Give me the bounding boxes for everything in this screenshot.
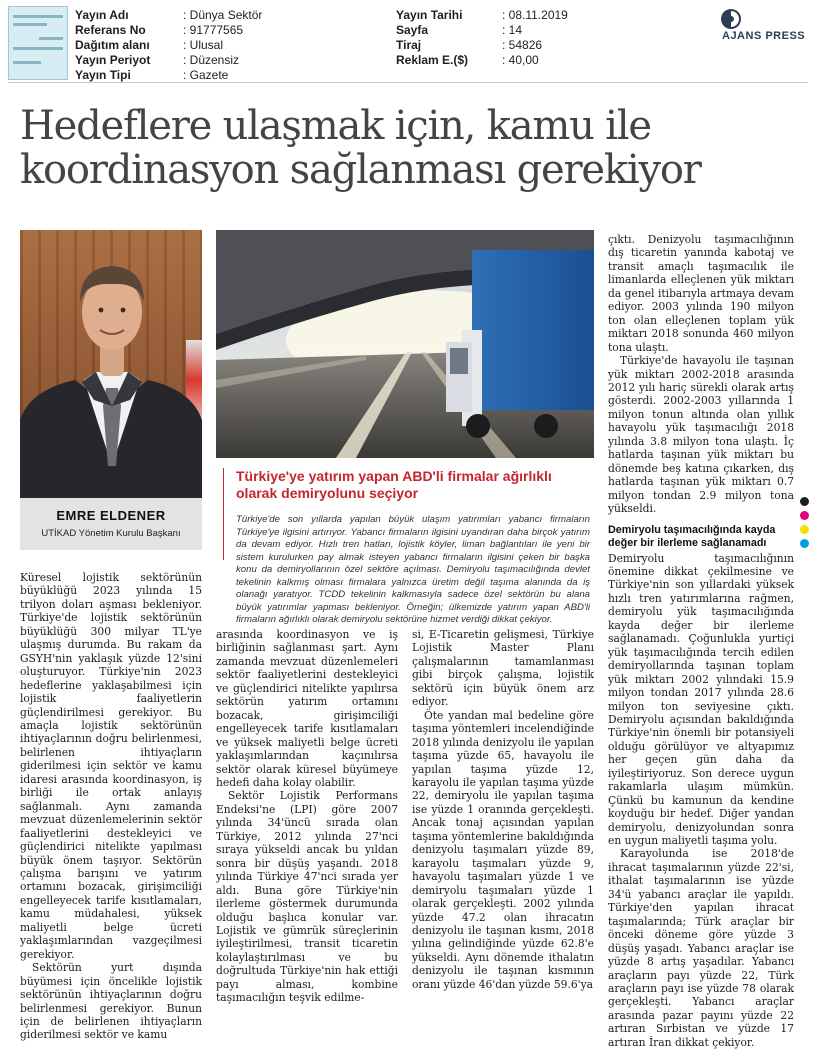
meta-value: : Gazete	[183, 68, 229, 82]
registration-dot	[800, 539, 809, 548]
author-photo	[20, 230, 202, 498]
article-subhead: Türkiye'ye yatırım yapan ABD'li firmalar ağırlıklı olarak demiryolunu seçiyor	[236, 468, 552, 501]
registration-marks	[800, 497, 810, 553]
ajans-press-logo-icon	[720, 8, 742, 30]
body-paragraph: Türkiye'de havayolu ile taşınan yük miktarı 2002-2018 arasında 2012 yılı hariç sürekli olarak artış gösterdi. 2002-2003 yıllarında 1 milyon tonun altında olan yıllık havayolu yük taşımacılığı 2018 yılında 3.8 milyon tona ulaştı. İç hatlarda taşınan yük miktarı bu dönemde beş katına çıkarken, dış hatlarda taşınan yük miktarı 0.7 milyon tondan 2.9 milyon tona yükseldi.	[608, 354, 794, 516]
article-headline: Hedeflere ulaşmak için, kamu ile koordinasyon sağlanması gerekiyor	[20, 103, 701, 193]
meta-label: Yayın Tarihi	[396, 8, 463, 22]
highway-truck-photo	[216, 230, 594, 458]
author-title: UTİKAD Yönetim Kurulu Başkanı	[41, 528, 181, 539]
article-summary: Türkiye'de son yıllarda yapılan büyük ulaşım yatırımları yabancı firmaların Türkiye'ye ilgisini artırıyor. Yabancı firmaların ilgisini uyandıran daha birçok yatırım da devam ediyor. Hızlı tren hatları, lojistik köyler, liman bağlantıları ile yeni bir sistem kurulurken pay almak isteyen yabancı firmaların ilgisini çeken bir başka konu da demiryollarının özel sektöre açılması. Demiryolu taşımacılığında devlet tekelinin kalkmış olması firmalara yalnızca üretim değil taşıma alanında da iş olanağı yaratıyor. TCDD tekelinin kalkmasıyla sadece özel sektörün bu alana büyük yatırımlar yapması bekleniyor. Örneğin; ülkemizde yatırım yapan ABD'li firmaların ağırlıklı olarak demiryolu sektörüne hizmet verdiği dikkat çekiyor.	[236, 514, 590, 625]
meta-label: Yayın Adı	[75, 8, 129, 22]
body-paragraph: Sektör Lojistik Performans Endeksi'ne (LPI) göre 2007 yılında 34'üncü sırada olan Türkiye, 2012 yılında 27'nci sıraya yükseldi ancak bu yıldan sonra bir düşüş yaşandı. 2018 yılında Türkiye 47'nci sırada yer aldı. Buna göre Türkiye'nin ilerleme göstermek durumunda olduğu başlıca konular var. Lojistik ve gümrük süreçlerinin iyileştirilmesi, transit ticaretin kolaylaştırılması ve bu doğrultuda Türkiye'nin hak ettiği payı alması, kombine taşımacılığın teşvik edilme-	[216, 789, 398, 1005]
meta-value: : 40,00	[502, 53, 539, 67]
meta-value: : 91777565	[183, 23, 244, 37]
page-thumbnail-icon	[8, 6, 68, 80]
body-paragraph: Küresel lojistik sektörünün büyüklüğü 2023 yılında 15 trilyon doları aşması bekleniyor. Türkiye'de lojistik sektörünün büyüklüğü 300 milyar TL'ye ulaşmış durumda. Bu rakam da GSYH'nin yaklaşık yüzde 12'sini oluşturuyor. Türkiye'nin 2023 hedeflerine yaklaşabilmesi için lojistik faaliyetlerin güçlendirilmesi gerekiyor. Bu amaçla lojistik sektörünün ihtiyaçlarının doğru belirlenmesi, belirlenen ihtiyaçların giderilmesi için sektör ve kamu idaresi arasında koordinasyon, iş birliği ile ortak anlayış sağlanmalı. Aynı zamanda mevzuat düzenlemelerinin sektör faaliyetlerini destekleyici ve güçlendirici nitelikte yapılması büyük önem taşıyor. Sektörün çalışma barışını ve yatırım ortamını bozacak, girişimciliği engelleyecek tarife kısıtlamaları, kamu müdahalesi, yüksek maliyetli belge ücreti yaklaşımlarından vazgeçilmesi gerekiyor.	[20, 571, 202, 961]
publisher-logo-text: AJANS PRESS	[722, 30, 806, 42]
meta-value: : 54826	[502, 38, 543, 52]
caption-background	[20, 498, 202, 550]
body-paragraph: Öte yandan mal bedeline göre taşıma yöntemleri incelendiğinde 2018 yılında denizyolu ile yapılan taşıma yüzde 65, havayolu ile yapılan taşıma yüzde 12, karayolu ile yapılan taşıma yüzde 22, demiryolu ile yapılan taşıma ise yüzde 1 oranında gerçekleşti. Ancak tonaj açısından yapılan taşıma yöntemlerine bakıldığında denizyolu taşımaları yüzde 89, karayolu taşımaları yüzde 9, havayolu taşımaları yüzde 1 ve demiryolu taşımaları yüzde 1 olarak gerçekleşti. 2002 yılında yüzde 47.2 olan ihracatın denizyolu ile taşınan kısmı, 2018 yılına gelindiğinde yüzde 62.8'e yükseldi. Aynı dönemde ithalatın denizyolu ile taşınan kısmının oranı yüzde 46'dan yüzde 59.6'ya	[412, 708, 594, 991]
section-heading: Demiryolu taşımacılığında kayda değer bir ilerleme sağlanamadı	[608, 523, 776, 549]
meta-label: Referans No	[75, 23, 146, 37]
accent-rule	[223, 468, 224, 560]
body-column-2	[216, 628, 398, 1005]
meta-label: Sayfa	[396, 23, 429, 37]
meta-label: Yayın Periyot	[75, 53, 151, 67]
header-divider	[8, 82, 808, 83]
meta-value: : Dünya Sektör	[183, 8, 263, 22]
author-name: EMRE ELDENER	[56, 508, 166, 523]
meta-value: : 08.11.2019	[502, 8, 568, 22]
body-paragraph: çıktı. Denizyolu taşımacılığının dış ticaretin yanında kabotaj ve transit amaçlı taşımacılık ile limanlarda elleçlenen yük miktarı da genel itibarıyla artmaya devam ediyor. 2003 yılında 190 milyon ton olan elleçlenen toplam yük miktarı 2018 sonunda 460 milyon tona ulaştı.	[608, 233, 794, 354]
registration-dot	[800, 497, 809, 506]
body-paragraph: Sektörün yurt dışında büyümesi için öncelikle lojistik sektörünün ihtiyaçlarının doğru belirlenmesi gerekiyor. Bunun için de belirlenen ihtiyaçların giderilmesi sektör ve kamu	[20, 961, 202, 1042]
meta-value: : Düzensiz	[183, 53, 240, 67]
body-paragraph: si, E-Ticaretin gelişmesi, Türkiye Lojistik Master Planı çalışmalarının tamamlanması gibi birçok çalışma, lojistik sektörü için büyük önem arz ediyor.	[412, 628, 594, 709]
body-paragraph: Karayolunda ise 2018'de ihracat taşımalarının yüzde 22'si, ithalat taşımalarının ise yüzde 34'ü yabancı araçlar ile yapıldı. Türkiye'den yapılan ihracat taşımalarında; Türk araçlar bir önceki döneme göre yüzde 3 düşüş yaşadı. Yabancı araçlar ise yüzde 8 artış yaşadılar. Yabancı araçların payı yüzde 22, Türk araçların payı ise yüzde 78 olarak gerçekleşti. Yabancı araçlar arasında pazar payını yüzde 22 artıran Sırbistan ve yüzde 17 artıran İran dikkat çekiyor.	[608, 847, 794, 1049]
body-paragraph: Demiryolu taşımacılığının önemine dikkat çekilmesine ve Türkiye'nin son yıllardaki yüksek hızlı tren yatırımlarına rağmen, demiryolu yük taşımacılığında kayda değer bir ilerleme sağlanamadı. Çoğunlukla yurtiçi yük taşımacılığında tercih edilen demiryollarında taşınan toplam yük miktarı 2002 yılındaki 15.9 milyon tondan 2017 yılında 28.6 milyon ton seviyesine çıktı. Demiryolu açısından bakıldığında Türkiye'nin önemli bir potansiyeli olduğu görülüyor ve altyapımız her geçen gün daha da iyileştiriyoruz. Son derece uygun rakamlarla ulaşım mümkün. Çünkü bu kamunun da kendine koyduğu bir hedef. Diğer yandan demiryolu, denizyolundan sonra en uygun maliyetli taşıma yolu.	[608, 551, 794, 848]
meta-label: Tiraj	[396, 38, 422, 52]
meta-label: Reklam E.($)	[396, 53, 469, 67]
body-column-1	[20, 571, 202, 1042]
meta-value: : 14	[502, 23, 523, 37]
meta-value: : Ulusal	[183, 38, 224, 52]
meta-label: Yayın Tipi	[75, 68, 131, 82]
registration-dot	[800, 511, 809, 520]
body-paragraph: arasında koordinasyon ve iş birliğinin sağlanması şart. Aynı zamanda mevzuat düzenlemeleri sektör faaliyetlerini destekleyici ve güçlendirici nitelikte yapılırsa sektörün yatırım ortamını bozacak, girişimciliği engelleyecek tarife kısıtlamaları ve yüksek maliyetli belge ücreti yaklaşımlarından kaçınılırsa sektör olarak küresel büyümeye hedefi daha kolay olabilir.	[216, 628, 398, 789]
registration-dot	[800, 525, 809, 534]
body-column-3	[412, 628, 594, 992]
body-column-4	[608, 233, 794, 1049]
meta-label: Dağıtım alanı	[75, 38, 150, 52]
